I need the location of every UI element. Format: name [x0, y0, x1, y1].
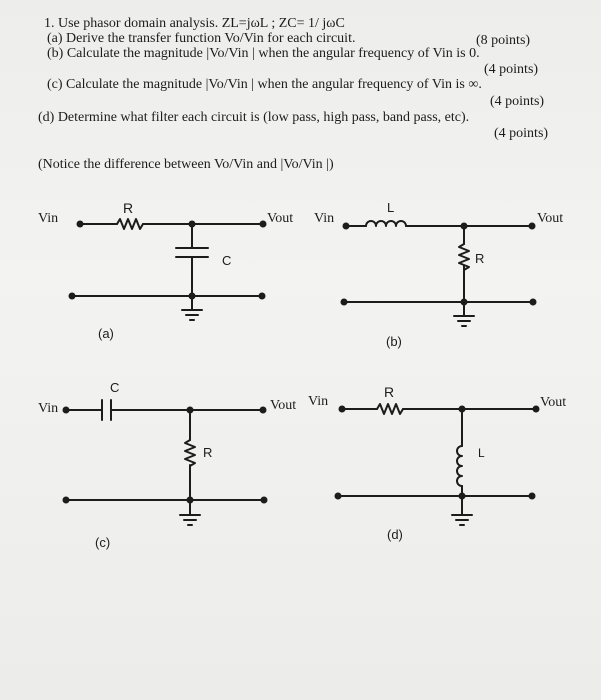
- resistor-symbol-a: [117, 219, 143, 229]
- part-a-points: (8 points): [476, 33, 531, 48]
- terminal-dot: [261, 497, 268, 504]
- terminal-dot: [335, 493, 342, 500]
- terminal-dot: [530, 299, 537, 306]
- circuit-d-vout-label: Vout: [540, 395, 567, 410]
- question-line-1: 1. Use phasor domain analysis. ZL=jωL ; ZC= 1/ jωC: [44, 16, 345, 31]
- inductor-symbol-b: [366, 221, 406, 226]
- circuit-a-r-label: R: [123, 200, 134, 216]
- part-c-text: (c) Calculate the magnitude |Vo/Vin | when the angular frequency of Vin is ∞.: [47, 77, 482, 92]
- terminal-dot: [343, 223, 350, 230]
- junction-dot: [459, 406, 466, 413]
- part-d-text: (d) Determine what filter each circuit is (low pass, high pass, band pass, etc).: [38, 110, 470, 125]
- terminal-dot: [260, 221, 267, 228]
- circuit-d-caption: (d): [387, 527, 403, 542]
- resistor-symbol-c: [185, 440, 195, 466]
- circuit-d-l-label: L: [478, 446, 485, 460]
- circuit-b-vin-label: Vin: [314, 211, 335, 226]
- junction-dot: [461, 299, 468, 306]
- terminal-dot: [341, 299, 348, 306]
- circuit-a: [72, 219, 263, 320]
- junction-dot: [187, 497, 194, 504]
- junction-dot: [189, 221, 196, 228]
- terminal-dot: [339, 406, 346, 413]
- terminal-dot: [77, 221, 84, 228]
- junction-dot: [187, 407, 194, 414]
- junction-dot: [189, 293, 196, 300]
- circuit-b-caption: (b): [386, 334, 402, 349]
- part-b-points: (4 points): [484, 62, 539, 77]
- terminal-dot: [69, 293, 76, 300]
- circuit-a-caption: (a): [98, 326, 114, 341]
- circuit-a-c-label: C: [222, 253, 232, 268]
- part-d-points: (4 points): [494, 126, 549, 141]
- circuit-b-r-label: R: [475, 251, 485, 266]
- circuit-c-c-label: C: [110, 380, 120, 395]
- circuit-b-vout-label: Vout: [537, 211, 564, 226]
- junction-dot: [459, 493, 466, 500]
- circuit-a-vout-label: Vout: [267, 211, 294, 226]
- part-b-text: (b) Calculate the magnitude |Vo/Vin | when the angular frequency of Vin is 0.: [47, 46, 480, 61]
- terminal-dot: [529, 493, 536, 500]
- part-a-text: (a) Derive the transfer function Vo/Vin for each circuit.: [47, 31, 356, 46]
- circuit-c-caption: (c): [95, 535, 111, 550]
- notice-text: (Notice the difference between Vo/Vin and |Vo/Vin |): [38, 157, 334, 172]
- circuit-d-vin-label: Vin: [308, 394, 329, 409]
- circuit-b: [344, 221, 533, 326]
- terminal-dot: [533, 406, 540, 413]
- terminal-dot: [63, 497, 70, 504]
- circuit-c-vin-label: Vin: [38, 401, 59, 416]
- circuit-d-r-label: R: [384, 384, 395, 400]
- part-c-points: (4 points): [490, 94, 545, 109]
- circuit-d: [338, 404, 536, 525]
- circuit-a-vin-label: Vin: [38, 211, 59, 226]
- circuit-b-l-label: L: [387, 200, 395, 215]
- inductor-symbol-d: [457, 446, 462, 486]
- circuit-c-vout-label: Vout: [270, 398, 297, 413]
- circuit-c-r-label: R: [203, 445, 213, 460]
- terminal-dot: [529, 223, 536, 230]
- terminal-dot: [259, 293, 266, 300]
- circuit-c: [66, 400, 264, 525]
- terminal-dot: [260, 407, 267, 414]
- terminal-dot: [63, 407, 70, 414]
- resistor-symbol-d: [377, 404, 403, 414]
- junction-dot: [461, 223, 468, 230]
